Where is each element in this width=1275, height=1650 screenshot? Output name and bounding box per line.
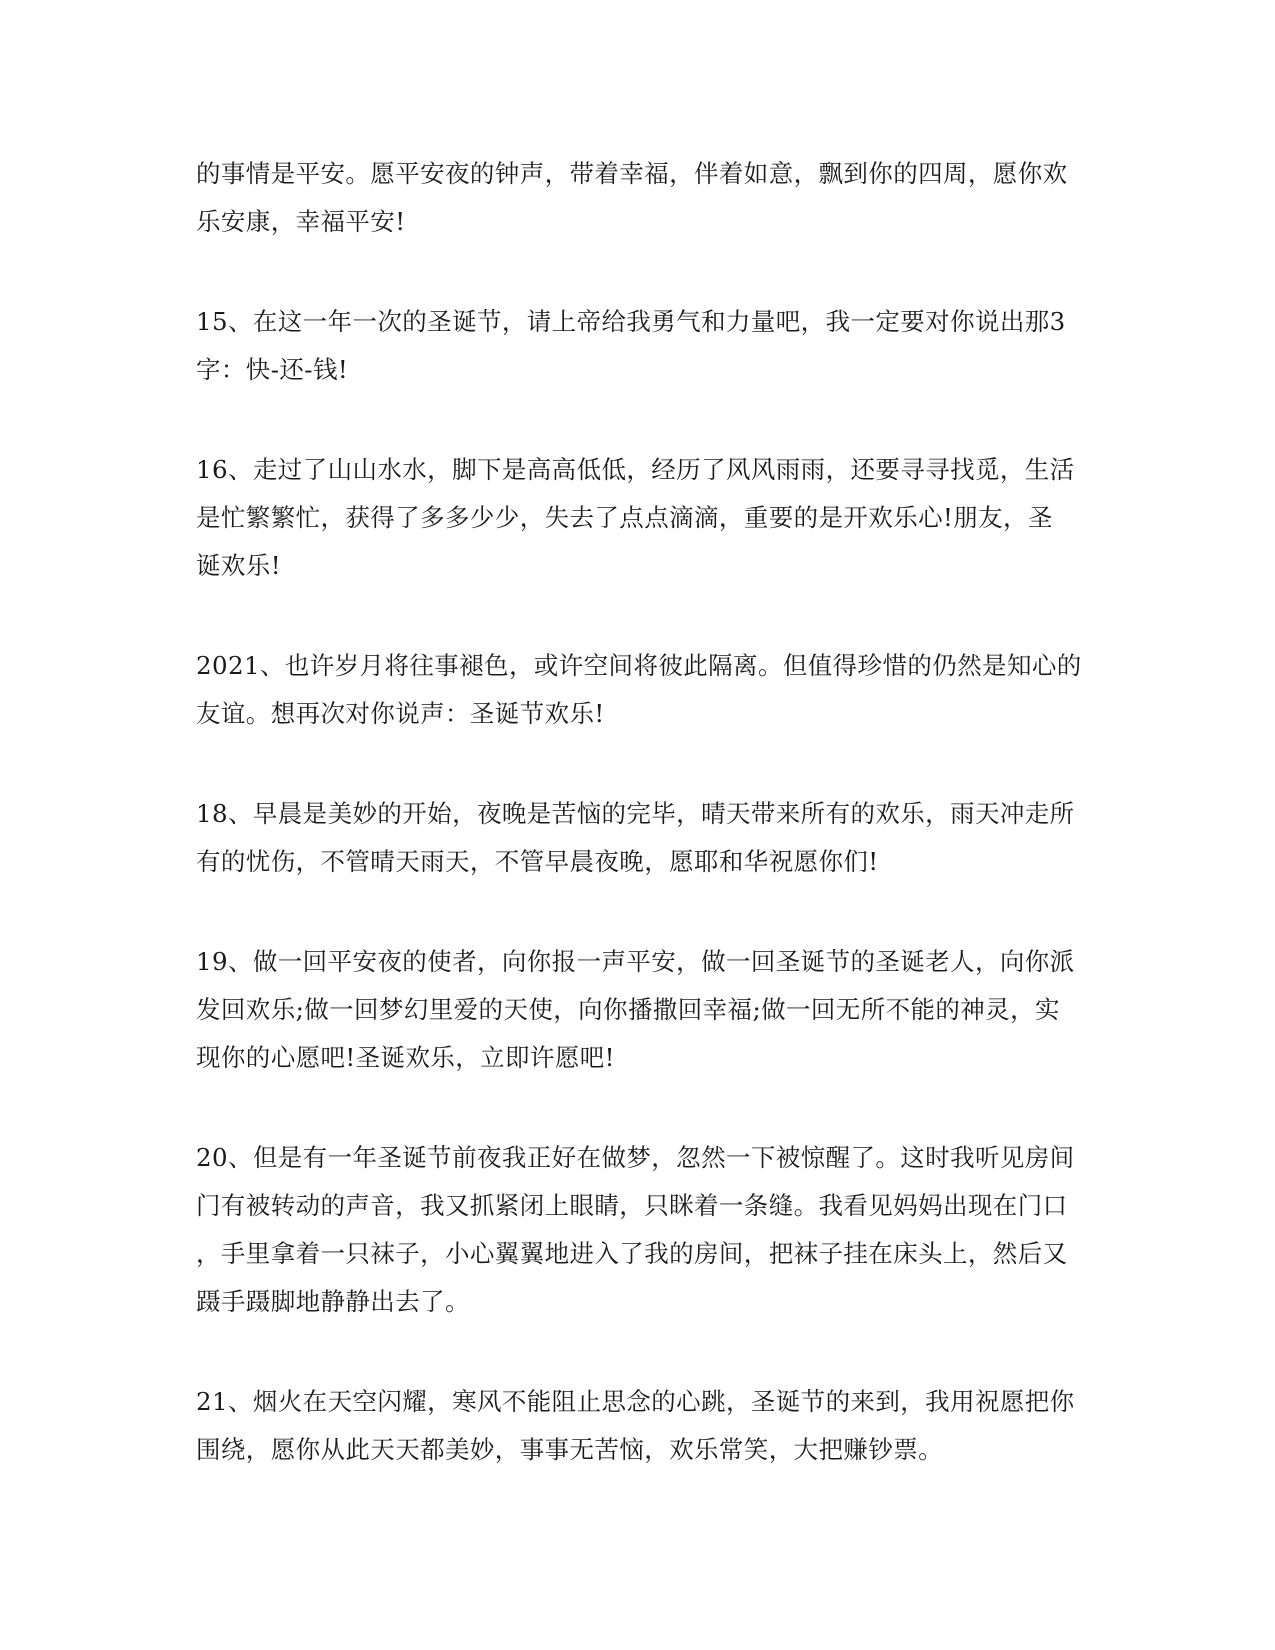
text-line: 2021、也许岁月将往事褪色，或许空间将彼此隔离。但值得珍惜的仍然是知心的 [196, 651, 1082, 680]
paragraph-15 [196, 298, 1076, 394]
text-line: 诞欢乐! [196, 551, 281, 580]
text-line: 是忙繁繁忙，获得了多多少少，失去了点点滴滴，重要的是开欢乐心!朋友，圣 [196, 503, 1053, 532]
text-line: 发回欢乐;做一回梦幻里爱的天使，向你播撒回幸福;做一回无所不能的神灵，实 [196, 995, 1060, 1024]
paragraph-18 [196, 790, 1076, 886]
paragraph-19 [196, 938, 1076, 1082]
paragraph-20 [196, 1134, 1076, 1326]
text-line: 的事情是平安。愿平安夜的钟声，带着幸福，伴着如意，飘到你的四周，愿你欢 [196, 159, 1068, 188]
text-line: 有的忧伤，不管晴天雨天，不管早晨夜晚，愿耶和华祝愿你们! [196, 847, 879, 876]
paragraph-16 [196, 446, 1076, 590]
text-line: 围绕，愿你从此天天都美妙，事事无苦恼，欢乐常笑，大把赚钞票。 [196, 1435, 943, 1464]
text-line: 蹑手蹑脚地静静出去了。 [196, 1287, 470, 1316]
text-line: 20、但是有一年圣诞节前夜我正好在做梦，忽然一下被惊醒了。这时我听见房间 [196, 1143, 1075, 1172]
text-line: 现你的心愿吧!圣诞欢乐，立即许愿吧! [196, 1043, 615, 1072]
text-line: 门有被转动的声音，我又抓紧闭上眼睛，只眯着一条缝。我看见妈妈出现在门口 [196, 1191, 1068, 1220]
paragraph-21 [196, 1378, 1076, 1474]
text-line: 21、烟火在天空闪耀，寒风不能阻止思念的心跳，圣诞节的来到，我用祝愿把你 [196, 1387, 1075, 1416]
paragraph-2021 [196, 642, 1082, 738]
paragraph-1 [196, 150, 1076, 246]
text-line: 19、做一回平安夜的使者，向你报一声平安，做一回圣诞节的圣诞老人，向你派 [196, 947, 1075, 976]
document-body [196, 150, 1082, 1526]
text-line: 16、走过了山山水水，脚下是高高低低，经历了风风雨雨，还要寻寻找觅，生活 [196, 455, 1075, 484]
text-line: 18、早晨是美妙的开始，夜晚是苦恼的完毕，晴天带来所有的欢乐，雨天冲走所 [196, 799, 1075, 828]
text-line: 友谊。想再次对你说声：圣诞节欢乐! [196, 699, 605, 728]
text-line: 乐安康，幸福平安! [196, 207, 406, 236]
text-line: ，手里拿着一只袜子，小心翼翼地进入了我的房间，把袜子挂在床头上，然后又 [196, 1239, 1068, 1268]
text-line: 字：快-还-钱! [196, 355, 349, 384]
text-line: 15、在这一年一次的圣诞节，请上帝给我勇气和力量吧，我一定要对你说出那3 [196, 307, 1066, 336]
